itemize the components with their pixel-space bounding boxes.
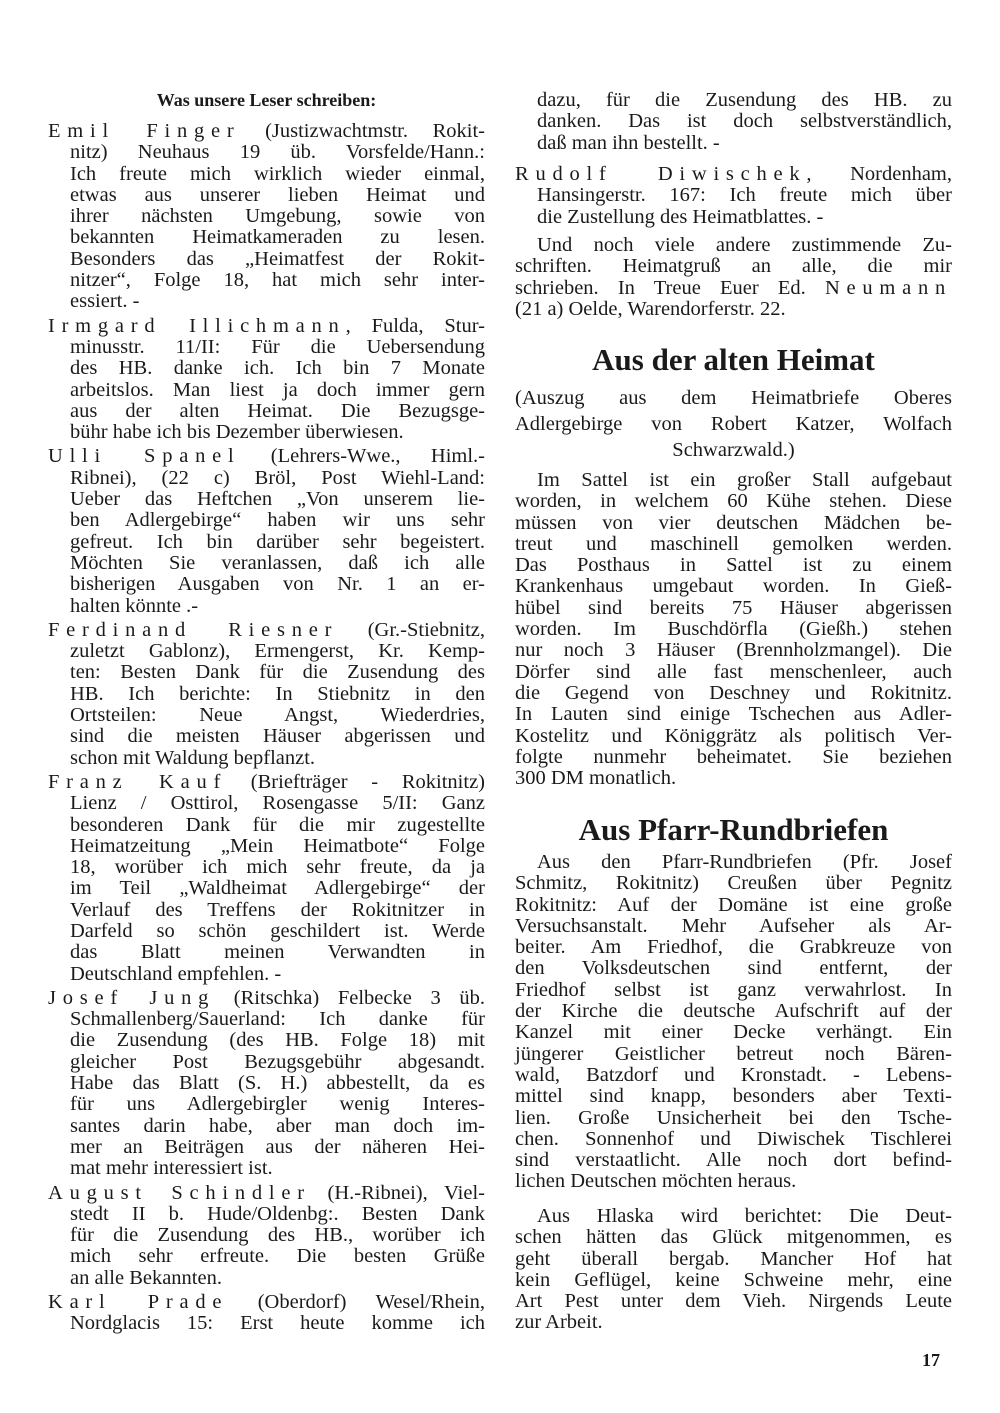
- text-line: Schmallenberg/Sauerland: Ich danke für: [70, 1008, 485, 1031]
- text-line: [48, 772, 485, 793]
- text-line: Schmitz, Rokitnitz) Creußen über Pegnitz: [515, 872, 952, 895]
- writer-address: , Fulda, Stur-: [345, 314, 485, 337]
- text-line: essiert. -: [70, 290, 140, 313]
- text-line: [515, 278, 952, 299]
- text-line: chen. Sonnenhof und Diwischek Tischlerei: [515, 1127, 952, 1150]
- text-line: [515, 164, 952, 185]
- closing-paragraph: [515, 235, 952, 320]
- text-line: 18, worüber ich mich sehr freute, da ja: [70, 856, 485, 879]
- letter-entry-diwischek: [515, 164, 952, 231]
- text-line: hübel sind bereits 75 Häuser abgerissen: [515, 596, 952, 619]
- text-line: danken. Das ist doch selbstverständlich,: [537, 110, 952, 133]
- text-line: [48, 446, 485, 467]
- text-line: Aus den Pfarr-Rundbriefen (Pfr. Josef: [537, 851, 952, 873]
- text-line: des HB. danke ich. Ich bin 7 Monate: [70, 357, 485, 380]
- section-title-alte-heimat: Aus der alten Heimat: [592, 342, 875, 377]
- text-line: aus der alten Heimat. Die Bezugsge-: [70, 399, 485, 422]
- text-line: Nordglacis 15: Erst heute komme ich: [70, 1312, 485, 1335]
- text-line: die Gegend von Deschney und Rokitnitz.: [515, 681, 952, 704]
- section-body-pfarr-2: [515, 1206, 952, 1334]
- text-line: bisherigen Ausgaben von Nr. 1 an er-: [70, 573, 485, 596]
- text-line: den Volksdeutschen sind entfernt, der: [515, 957, 952, 980]
- text-line: stedt II b. Hude/Oldenbg:. Besten Dank: [70, 1202, 485, 1225]
- writer-name: Ulli Spanel: [48, 445, 241, 468]
- section-title-pfarr-rundbriefe: Aus Pfarr-Rundbriefen: [578, 812, 889, 847]
- text-line: 300 DM monatlich.: [515, 767, 677, 790]
- text-line: arbeitslos. Man liest ja doch immer gern: [70, 378, 485, 401]
- text-line: nitzer“, Folge 18, hat mich sehr inter-: [70, 269, 485, 292]
- text-line: nur noch 3 Häuser (Brennholzmangel). Die: [515, 639, 952, 662]
- signature-name: Neumann: [824, 276, 952, 299]
- text-line: (Auszug aus dem Heimatbriefe Oberes: [515, 387, 952, 409]
- letter-entry: [48, 446, 485, 616]
- text-line: das Blatt meinen Verwandten in: [70, 941, 485, 964]
- text-line: daß man ihn bestellt. -: [537, 131, 720, 154]
- letter-entry: [48, 988, 485, 1180]
- text-line: treut und maschinell gemolken werden.: [515, 532, 952, 555]
- text-line: Hansingerstr. 167: Ich freute mich über: [537, 184, 952, 207]
- text-line: gefreut. Ich bin darüber sehr begeistert.: [70, 530, 485, 553]
- text-line: In Lauten sind einige Tschechen aus Adler-: [515, 703, 952, 726]
- text-line: ihrer nächsten Umgebung, sowie von: [70, 205, 485, 228]
- section-body-pfarr-1: [515, 852, 952, 1193]
- text-line: für uns Adlergebirgler wenig Interes-: [70, 1093, 485, 1116]
- letter-entry: [48, 1292, 485, 1335]
- text-line: Heimatzeitung „Mein Heimatbote“ Folge: [70, 834, 485, 857]
- text-line: etwas aus unserer lieben Heimat und: [70, 183, 485, 206]
- text-line: Ich freute mich wirklich wieder einmal,: [70, 162, 485, 185]
- text-line: Ueber das Heftchen „Von unserem lie-: [70, 488, 485, 511]
- text-line: Schwarzwald.): [672, 439, 795, 461]
- text-line: mittel sind knapp, besonders aber Texti-: [515, 1085, 952, 1108]
- text-line: santes darin habe, aber man doch im-: [70, 1114, 485, 1137]
- text-line: jüngerer Geistlicher betreut noch Bären-: [515, 1042, 952, 1065]
- text-line: dazu, für die Zusendung des HB. zu: [537, 89, 952, 111]
- text-line: Aus Hlaska wird berichtet: Die Deut-: [537, 1205, 952, 1227]
- text-line: gleicher Post Bezugsgebühr abgesandt.: [70, 1050, 485, 1073]
- text-line: im Teil „Waldheimat Adlergebirge“ der: [70, 877, 485, 900]
- text-line: wald, Batzdorf und Kronstadt. - Lebens-: [515, 1063, 952, 1086]
- text-line: HB. Ich berichte: In Stiebnitz in den: [70, 682, 485, 705]
- text-line: zuletzt Gablonz), Ermengerst, Kr. Kemp-: [70, 640, 485, 663]
- writer-address: (H.-Ribnei), Viel-: [310, 1181, 485, 1204]
- writer-address: (Lehrers-Wwe., Himl.-: [240, 445, 485, 468]
- text-line: ben Adlergebirge“ haben wir uns sehr: [70, 509, 485, 532]
- writer-name: Irmgard Illichmann: [48, 314, 346, 337]
- text-line: Versuchsanstalt. Mehr Aufseher als Ar-: [515, 914, 952, 937]
- text-line: Adlergebirge von Robert Katzer, Wolfach: [515, 413, 952, 435]
- text-line: lichen Deutschen möchten heraus.: [515, 1170, 797, 1193]
- text-line: Lienz / Osttirol, Rosengasse 5/II: Ganz: [70, 792, 485, 815]
- text-line: lien. Große Unsicherheit bei den Tsche-: [515, 1106, 952, 1129]
- writer-address: (Gr.-Stiebnitz,: [338, 618, 485, 641]
- text-line: Möchten Sie veranlassen, daß ich alle: [70, 551, 485, 574]
- letter-entry: [48, 316, 485, 444]
- text-line: Rokitnitz: Auf der Domäne ist eine große: [515, 893, 952, 916]
- text-line: Habe das Blatt (S. H.) abbestellt, da es: [70, 1072, 485, 1095]
- text-line: folgte nunmehr beheimatet. Sie beziehen: [515, 745, 952, 768]
- text-line: müssen von vier deutschen Mädchen be-: [515, 511, 952, 534]
- letters-heading: Was unsere Leser schreiben:: [156, 90, 377, 110]
- text-line: Art Pest unter dem Vieh. Nirgends Leute: [515, 1290, 952, 1313]
- letter-entry: [48, 772, 485, 985]
- text-line: Ribnei), (22 c) Bröl, Post Wiehl-Land:: [70, 466, 485, 489]
- text-line: schen hätten das Glück mitgenommen, es: [515, 1226, 952, 1249]
- text-line: besonderen Dank für die mir zugestellte: [70, 813, 485, 836]
- writer-address: (Oberdorf) Wesel/Rhein,: [228, 1291, 485, 1314]
- text-line: [48, 1183, 485, 1204]
- text-line: minusstr. 11/II: Für die Uebersendung: [70, 335, 485, 358]
- text-line: für die Zusendung des HB., worüber ich: [70, 1224, 485, 1247]
- writer-name: Franz Kauf: [48, 770, 228, 793]
- text-line: mich sehr erfreute. Die besten Grüße: [70, 1245, 485, 1268]
- text-line: an alle Bekannten.: [70, 1266, 222, 1289]
- text-line: zur Arbeit.: [515, 1311, 603, 1334]
- text-line: Und noch viele andere zustimmende Zu-: [537, 234, 952, 256]
- writer-address: (Justizwachtmstr. Rokit-: [240, 120, 485, 142]
- text-line: schriften. Heimatgruß an alle, die mir: [515, 255, 952, 278]
- letter-entry: [48, 1183, 485, 1289]
- writer-name: Ferdinand Riesner: [48, 618, 339, 641]
- text-line: kein Geflügel, keine Schweine mehr, eine: [515, 1268, 952, 1291]
- text-line: [48, 121, 485, 142]
- text-line: geht überall bergab. Mancher Hof hat: [515, 1247, 952, 1270]
- text-line: nitz) Neuhaus 19 üb. Vorsfelde/Hann.:: [70, 141, 485, 164]
- text-line: halten könnte .-: [70, 594, 199, 617]
- text-line: Verlauf des Treffens der Rokitnitzer in: [70, 898, 485, 921]
- text-line: [48, 620, 485, 641]
- text-line: die Zustellung des Heimatblattes. -: [537, 205, 824, 228]
- text-line: [48, 316, 485, 337]
- section-body-alte-heimat: [515, 470, 952, 789]
- text-line: Das Posthaus in Sattel ist zu einem: [515, 554, 952, 577]
- writer-name: Karl Prade: [48, 1291, 229, 1314]
- text-line: [48, 1292, 485, 1313]
- writer-address: (Briefträger - Rokitnitz): [227, 770, 486, 793]
- text-line: Krankenhaus umgebaut worden. In Gieß-: [515, 575, 952, 598]
- text-line: bekannten Heimatkameraden zu lesen.: [70, 226, 485, 249]
- text-line: Ortsteilen: Neue Angst, Wiederdries,: [70, 704, 485, 727]
- text-line: Im Sattel ist ein großer Stall aufgebaut: [537, 469, 952, 491]
- writer-name: Josef Jung: [48, 986, 216, 1009]
- letter-entry: [48, 620, 485, 769]
- text-line: die Zusendung (des HB. Folge 18) mit: [70, 1029, 485, 1052]
- writer-name: Rudolf Diwischek: [515, 163, 807, 185]
- text-line: Deutschland empfehlen. -: [70, 962, 282, 985]
- text-line: schon mit Waldung bepflanzt.: [70, 746, 316, 769]
- text-line: bühr habe ich bis Dezember überwiesen.: [70, 421, 404, 444]
- letters-column: [48, 121, 485, 1338]
- page-number: 17: [922, 1350, 940, 1370]
- text-line: (21 a) Oelde, Warendorferstr. 22.: [515, 297, 786, 320]
- text-line: worden, in welchem 60 Kühe stehen. Diese: [515, 490, 952, 513]
- text-line: ten: Besten Dank für die Zusendung des: [70, 661, 485, 684]
- text-line: Dörfer sind alle fast menschenleer, auch: [515, 660, 952, 683]
- text-line: Kanzel mit einer Decke verhängt. Ein: [515, 1021, 952, 1044]
- text-line: beiter. Am Friedhof, die Grabkreuze von: [515, 936, 952, 959]
- text-line: mat mehr interessiert ist.: [70, 1157, 273, 1180]
- text-line: Kostelitz und Königgrätz als politisch Ver-: [515, 724, 952, 747]
- writer-name: August Schindler: [48, 1181, 311, 1204]
- text-line: Besonders das „Heimatfest der Rokit-: [70, 247, 485, 270]
- text-line: schrieben. In Treue Euer Ed.: [515, 276, 825, 299]
- text-line: mer an Beiträgen aus der näheren Hei-: [70, 1135, 485, 1158]
- writer-address: , Nordenham,: [806, 163, 952, 185]
- text-line: sind verstaatlicht. Alle noch dort befind-: [515, 1149, 952, 1172]
- text-line: der Kirche die deutsche Aufschrift auf der: [515, 1000, 952, 1023]
- section-subtitle: [515, 385, 952, 463]
- text-line: worden. Im Buschdörfla (Gießh.) stehen: [515, 618, 952, 641]
- text-line: sind die meisten Häuser abgerissen und: [70, 725, 485, 748]
- letter-continuation: [515, 90, 952, 154]
- writer-address: (Ritschka) Felbecke 3 üb.: [215, 986, 485, 1009]
- writer-name: Emil Finger: [48, 120, 241, 142]
- letter-entry: [48, 121, 485, 313]
- text-line: Darfeld so schön geschildert ist. Werde: [70, 919, 485, 942]
- text-line: Friedhof selbst ist ganz verwahrlost. In: [515, 978, 952, 1001]
- text-line: [48, 988, 485, 1009]
- letter-entry: [515, 164, 952, 228]
